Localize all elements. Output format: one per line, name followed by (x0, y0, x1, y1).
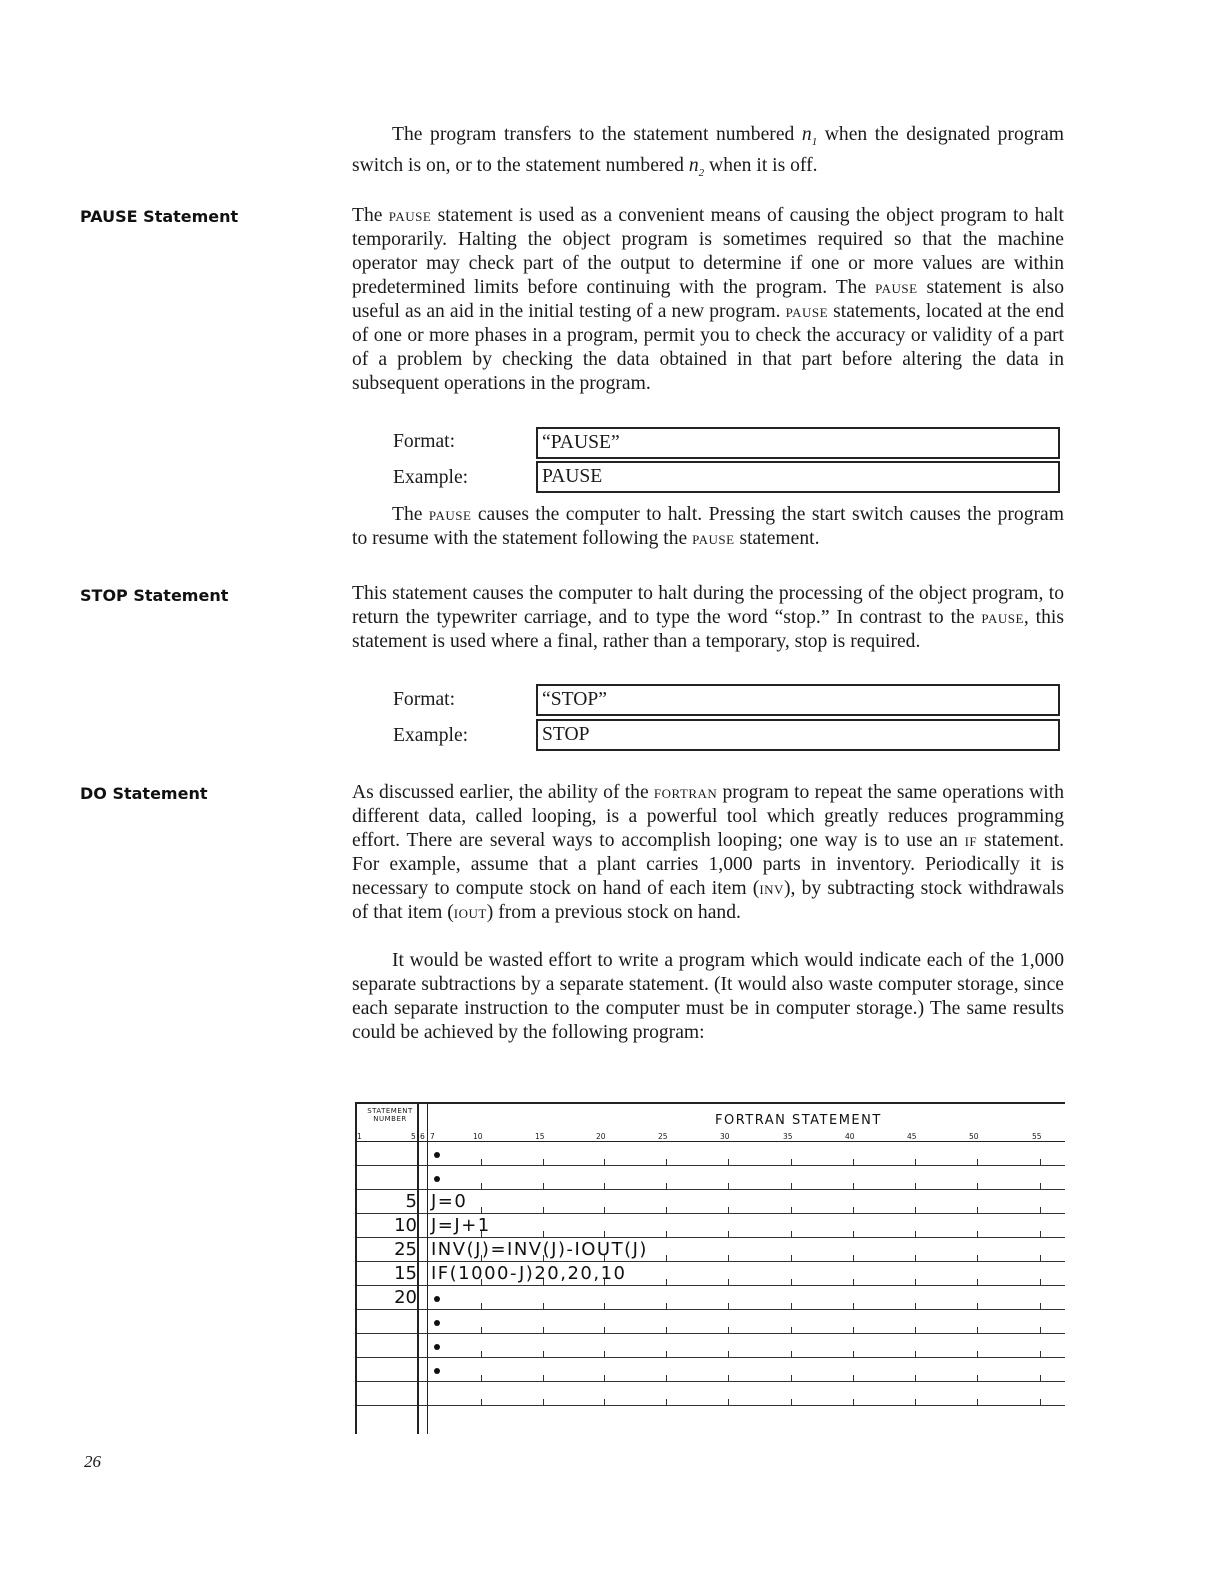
column-tick (915, 1399, 916, 1405)
column-tick (1040, 1255, 1041, 1261)
fortran-coding-form (355, 1102, 1065, 1434)
iout-keyword: iout (453, 902, 487, 923)
column-tick (728, 1159, 729, 1165)
form-row (355, 1142, 1065, 1166)
column-tick (915, 1231, 916, 1237)
pause-keyword: pause (692, 528, 735, 549)
pause-keyword: pause (428, 504, 472, 525)
pause-example-label: Example: (393, 467, 469, 488)
column-tick (1040, 1303, 1041, 1309)
form-row (355, 1334, 1065, 1358)
if-keyword: if (964, 830, 978, 851)
column-tick (1040, 1183, 1041, 1189)
column-tick (853, 1303, 854, 1309)
column-tick (604, 1303, 605, 1309)
pause-keyword: pause (981, 607, 1024, 628)
column-tick (543, 1159, 544, 1165)
column-tick (791, 1159, 792, 1165)
column-tick (604, 1351, 605, 1357)
page-number: 26 (84, 1452, 101, 1471)
column-tick (977, 1159, 978, 1165)
column-tick (791, 1303, 792, 1309)
form-row (355, 1214, 1065, 1238)
statement-number: 5 (405, 1191, 417, 1212)
column-tick (543, 1399, 544, 1405)
column-tick (666, 1399, 667, 1405)
column-tick (481, 1327, 482, 1333)
column-tick (1040, 1327, 1041, 1333)
form-row (355, 1382, 1065, 1406)
intro-text: when the designated program switch is on, or to the statement numbered (352, 124, 1065, 176)
statement-number: 10 (394, 1215, 417, 1236)
continuation-dot (434, 1296, 440, 1302)
statement-code: J=J+1 (431, 1215, 491, 1236)
column-tick (791, 1183, 792, 1189)
form-header (355, 1102, 1065, 1142)
column-tick (481, 1375, 482, 1381)
pause-format-box: “PAUSE” (536, 427, 1060, 459)
column-tick (666, 1183, 667, 1189)
column-tick (666, 1231, 667, 1237)
column-tick (791, 1255, 792, 1261)
column-tick (666, 1159, 667, 1165)
column-tick (853, 1375, 854, 1381)
column-tick (728, 1255, 729, 1261)
intro-text: The program transfers to the statement numbered (392, 124, 802, 145)
form-row (355, 1262, 1065, 1286)
do-paragraph-1: As discussed earlier, the ability of the fortran program to repeat the same operations with different data, called looping, is a powerful tool which greatly reduces programming effort. There are several ways to accomplish looping; one way is to use an if statement. For example, assume that a plant carries 1,000 parts in inventory. Periodically it is necessary to compute stock on hand of each item (inv), by subtracting stock withdrawals of that item (iout) from a previous stock on hand. (352, 782, 1064, 923)
statement-number-label: STATEMENT NUMBER (367, 1107, 413, 1123)
form-divider-6 (427, 1102, 428, 1434)
column-tick (481, 1303, 482, 1309)
continuation-dot (434, 1368, 440, 1374)
column-tick (915, 1375, 916, 1381)
intro-text: when it is off. (704, 154, 818, 176)
column-number: 7 (430, 1132, 435, 1141)
column-tick (481, 1207, 482, 1213)
column-tick (604, 1207, 605, 1213)
column-tick (666, 1303, 667, 1309)
column-number: 50 (969, 1132, 979, 1141)
column-tick (666, 1207, 667, 1213)
column-tick (1040, 1207, 1041, 1213)
column-tick (728, 1183, 729, 1189)
column-tick (915, 1303, 916, 1309)
column-tick (977, 1279, 978, 1285)
do-heading: DO Statement (80, 784, 208, 803)
column-tick (1040, 1351, 1041, 1357)
column-tick (728, 1375, 729, 1381)
column-tick (853, 1351, 854, 1357)
column-tick (543, 1303, 544, 1309)
stop-format-label: Format: (393, 689, 456, 710)
column-tick (853, 1183, 854, 1189)
column-tick (791, 1399, 792, 1405)
continuation-dot (434, 1176, 440, 1182)
column-number: 10 (473, 1132, 483, 1141)
column-number: 40 (845, 1132, 855, 1141)
column-tick (604, 1159, 605, 1165)
column-tick (853, 1399, 854, 1405)
pause-note-paragraph: The pause causes the computer to halt. Pressing the start switch causes the program to resume with the statement following the pause statement. (352, 504, 1064, 549)
column-tick (728, 1207, 729, 1213)
column-tick (791, 1231, 792, 1237)
form-divider-5 (417, 1102, 419, 1434)
fortran-keyword: fortran (653, 782, 718, 803)
column-tick (915, 1351, 916, 1357)
column-tick (915, 1207, 916, 1213)
column-number: 15 (535, 1132, 545, 1141)
n2-symbol: $n_2$ (688, 154, 705, 179)
inv-keyword: inv (759, 878, 784, 899)
column-tick (977, 1207, 978, 1213)
column-tick (915, 1159, 916, 1165)
column-tick (791, 1279, 792, 1285)
column-tick (604, 1399, 605, 1405)
column-number: 45 (907, 1132, 917, 1141)
column-tick (853, 1279, 854, 1285)
statement-number: 15 (394, 1263, 417, 1284)
column-tick (853, 1255, 854, 1261)
column-tick (666, 1255, 667, 1261)
column-tick (604, 1231, 605, 1237)
stop-example-label: Example: (393, 725, 469, 746)
column-tick (977, 1231, 978, 1237)
pause-keyword: pause (388, 205, 432, 226)
column-number: 25 (658, 1132, 668, 1141)
column-tick (666, 1351, 667, 1357)
form-row (355, 1286, 1065, 1310)
column-tick (481, 1159, 482, 1165)
intro-paragraph (352, 123, 1064, 185)
column-tick (604, 1183, 605, 1189)
n1-symbol: $n_1$ (801, 124, 818, 148)
column-tick (915, 1279, 916, 1285)
column-tick (853, 1327, 854, 1333)
column-tick (977, 1399, 978, 1405)
continuation-dot (434, 1152, 440, 1158)
column-tick (1040, 1399, 1041, 1405)
column-tick (791, 1351, 792, 1357)
stop-heading: STOP Statement (80, 586, 229, 605)
column-tick (791, 1327, 792, 1333)
pause-heading: PAUSE Statement (80, 207, 239, 226)
column-tick (1040, 1375, 1041, 1381)
stop-example-box: STOP (536, 719, 1060, 751)
column-tick (853, 1207, 854, 1213)
form-row (355, 1166, 1065, 1190)
column-number: 35 (783, 1132, 793, 1141)
pause-keyword: pause (875, 277, 918, 298)
column-tick (543, 1351, 544, 1357)
column-tick (481, 1183, 482, 1189)
column-tick (728, 1279, 729, 1285)
column-tick (543, 1231, 544, 1237)
column-tick (915, 1327, 916, 1333)
column-tick (853, 1159, 854, 1165)
statement-number: 25 (394, 1239, 417, 1260)
column-tick (915, 1183, 916, 1189)
continuation-dot (434, 1320, 440, 1326)
column-tick (728, 1327, 729, 1333)
column-tick (666, 1375, 667, 1381)
column-tick (977, 1375, 978, 1381)
column-number: 6 (420, 1132, 425, 1141)
column-tick (604, 1375, 605, 1381)
column-tick (666, 1327, 667, 1333)
stop-format-box: “STOP” (536, 684, 1060, 716)
column-tick (728, 1303, 729, 1309)
column-tick (604, 1327, 605, 1333)
column-number: 20 (596, 1132, 606, 1141)
form-row (355, 1358, 1065, 1382)
fortran-statement-title: FORTRAN STATEMENT (715, 1113, 882, 1128)
statement-code: INV(J)=INV(J)-IOUT(J) (431, 1239, 648, 1260)
column-tick (1040, 1231, 1041, 1237)
statement-code: J=0 (431, 1191, 468, 1212)
column-number: 55 (1032, 1132, 1042, 1141)
form-row (355, 1190, 1065, 1214)
stop-paragraph: This statement causes the computer to halt during the processing of the object program, to return the typewriter carriage, and to type the word “stop.” In contrast to the pause, this statement is used where a final, rather than a temporary, stop is required. (352, 583, 1064, 652)
column-number: 5 (411, 1132, 416, 1141)
pause-format-label: Format: (393, 431, 456, 452)
column-tick (728, 1231, 729, 1237)
column-tick (481, 1351, 482, 1357)
column-tick (791, 1207, 792, 1213)
column-tick (543, 1207, 544, 1213)
pause-example-box: PAUSE (536, 461, 1060, 493)
column-tick (728, 1399, 729, 1405)
column-tick (1040, 1159, 1041, 1165)
column-number: 1 (357, 1132, 362, 1141)
form-row (355, 1310, 1065, 1334)
column-number: 30 (720, 1132, 730, 1141)
statement-code: IF(1000-J)20,20,10 (431, 1263, 627, 1284)
column-tick (977, 1327, 978, 1333)
column-tick (728, 1351, 729, 1357)
column-tick (1040, 1279, 1041, 1285)
column-tick (543, 1375, 544, 1381)
column-tick (977, 1351, 978, 1357)
column-tick (543, 1327, 544, 1333)
column-tick (977, 1255, 978, 1261)
column-tick (915, 1255, 916, 1261)
pause-keyword: pause (785, 301, 829, 322)
form-left-border (355, 1102, 357, 1434)
statement-number: 20 (394, 1287, 417, 1308)
continuation-dot (434, 1344, 440, 1350)
column-tick (543, 1183, 544, 1189)
pause-paragraph: The pause statement is used as a convenient means of causing the object program to halt temporarily. Halting the object program is sometimes required so that the machine operator may check part of the output to determine if one or more values are within predetermined limits before continuing with the program. The pause statement is also useful as an aid in the initial testing of a new program. pause statements, located at the end of one or more phases in a program, permit you to check the accuracy or validity of a part of a problem by checking the data obtained in that part before altering the data in subsequent operations in the program. (352, 205, 1064, 394)
column-tick (977, 1183, 978, 1189)
column-tick (666, 1279, 667, 1285)
do-paragraph-2: It would be wasted effort to write a program which would indicate each of the 1,000 separate subtractions by a separate statement. (It would also waste computer storage, since each separate instruction to the computer must be in computer storage.) The same results could be achieved by the following program: (352, 950, 1064, 1043)
column-tick (791, 1375, 792, 1381)
column-tick (853, 1231, 854, 1237)
form-row (355, 1238, 1065, 1262)
column-tick (481, 1399, 482, 1405)
column-tick (977, 1303, 978, 1309)
